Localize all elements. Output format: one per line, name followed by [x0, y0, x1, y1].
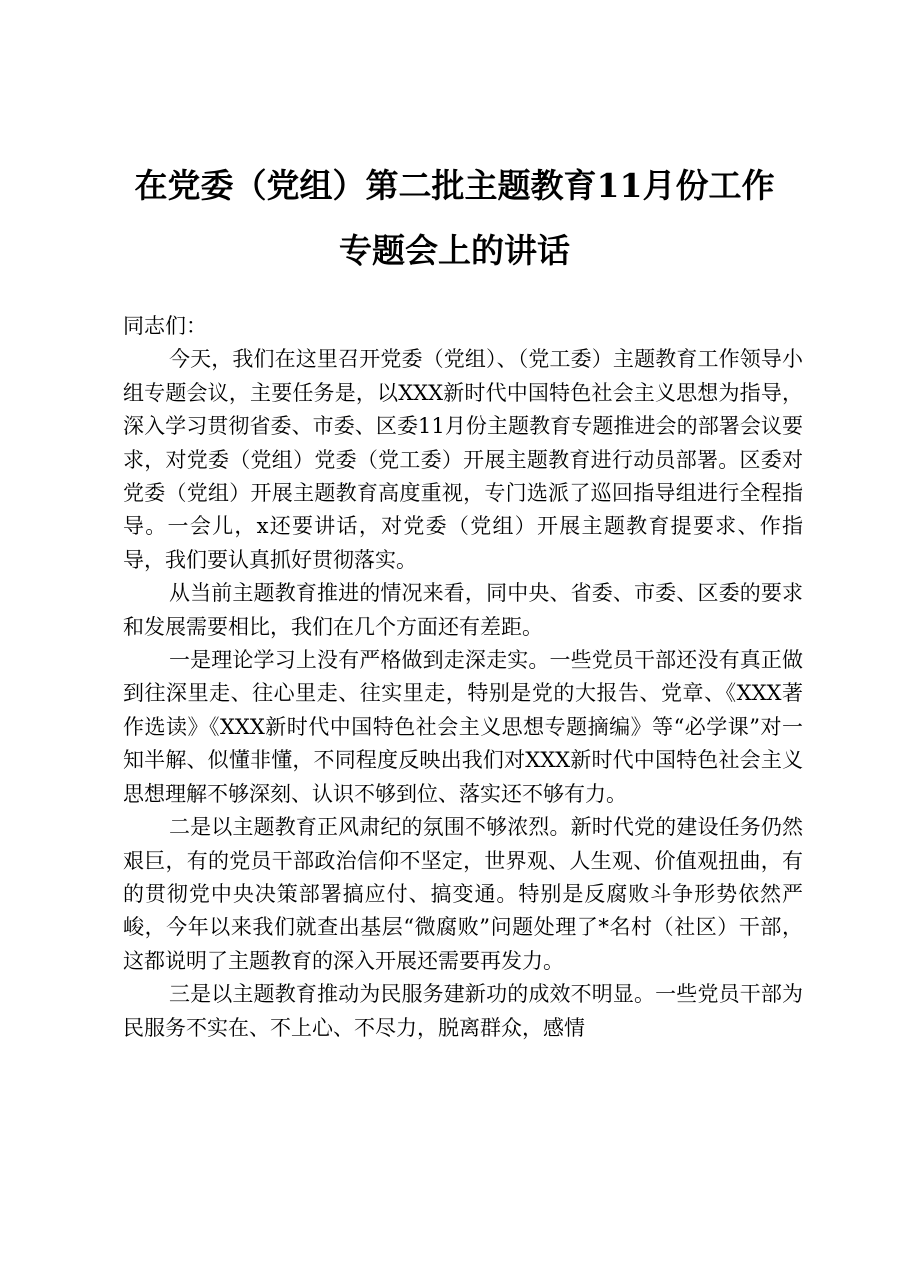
salutation: 同志们：: [123, 314, 207, 338]
paragraph: 一是理论学习上没有严格做到走深走实。一些党员干部还没有真正做到往深里走、往心里走、往实里走，特别是党的大报告、党章、《XXX著作选读》《XXX新时代中国特色社会主义思想专题摘编》等“必学课”对一知半解、似懂非懂，不同程度反映出我们对XXX新时代中国特色社会主义思想理解不够深刻、认识不够到位、落实还不够有力。: [123, 648, 803, 806]
document-body: [123, 310, 803, 1045]
paragraph: 二是以主题教育正风肃纪的氛围不够浓烈。新时代党的建设任务仍然艰巨，有的党员干部政治信仰不坚定，世界观、人生观、价值观扭曲，有的贯彻党中央决策部署搞应付、搞变通。特别是反腐败斗争形势依然严峻，今年以来我们就查出基层“微腐败”问题处理了*名村（社区）干部，这都说明了主题教育的深入开展还需要再发力。: [123, 815, 803, 973]
paragraph: 从当前主题教育推进的情况来看，同中央、省委、市委、区委的要求和发展需要相比，我们在几个方面还有差距。: [123, 581, 803, 639]
paragraph: 今天，我们在这里召开党委（党组）、（党工委）主题教育工作领导小组专题会议，主要任务是，以XXX新时代中国特色社会主义思想为指导，深入学习贯彻省委、市委、区委11月份主题教育专题推进会的部署会议要求，对党委（党组）党委（党工委）开展主题教育进行动员部署。区委对党委（党组）开展主题教育高度重视，专门选派了巡回指导组进行全程指导。一会儿，x还要讲话，对党委（党组）开展主题教育提要求、作指导，我们要认真抓好贯彻落实。: [123, 347, 803, 572]
document-title-line-1: 在党委（党组）第二批主题教育11月份工作: [134, 166, 775, 205]
paragraph: 三是以主题教育推动为民服务建新功的成效不明显。一些党员干部为民服务不实在、不上心、不尽力，脱离群众，感情: [123, 982, 803, 1040]
document-title-line-2: 专题会上的讲话: [339, 231, 570, 270]
